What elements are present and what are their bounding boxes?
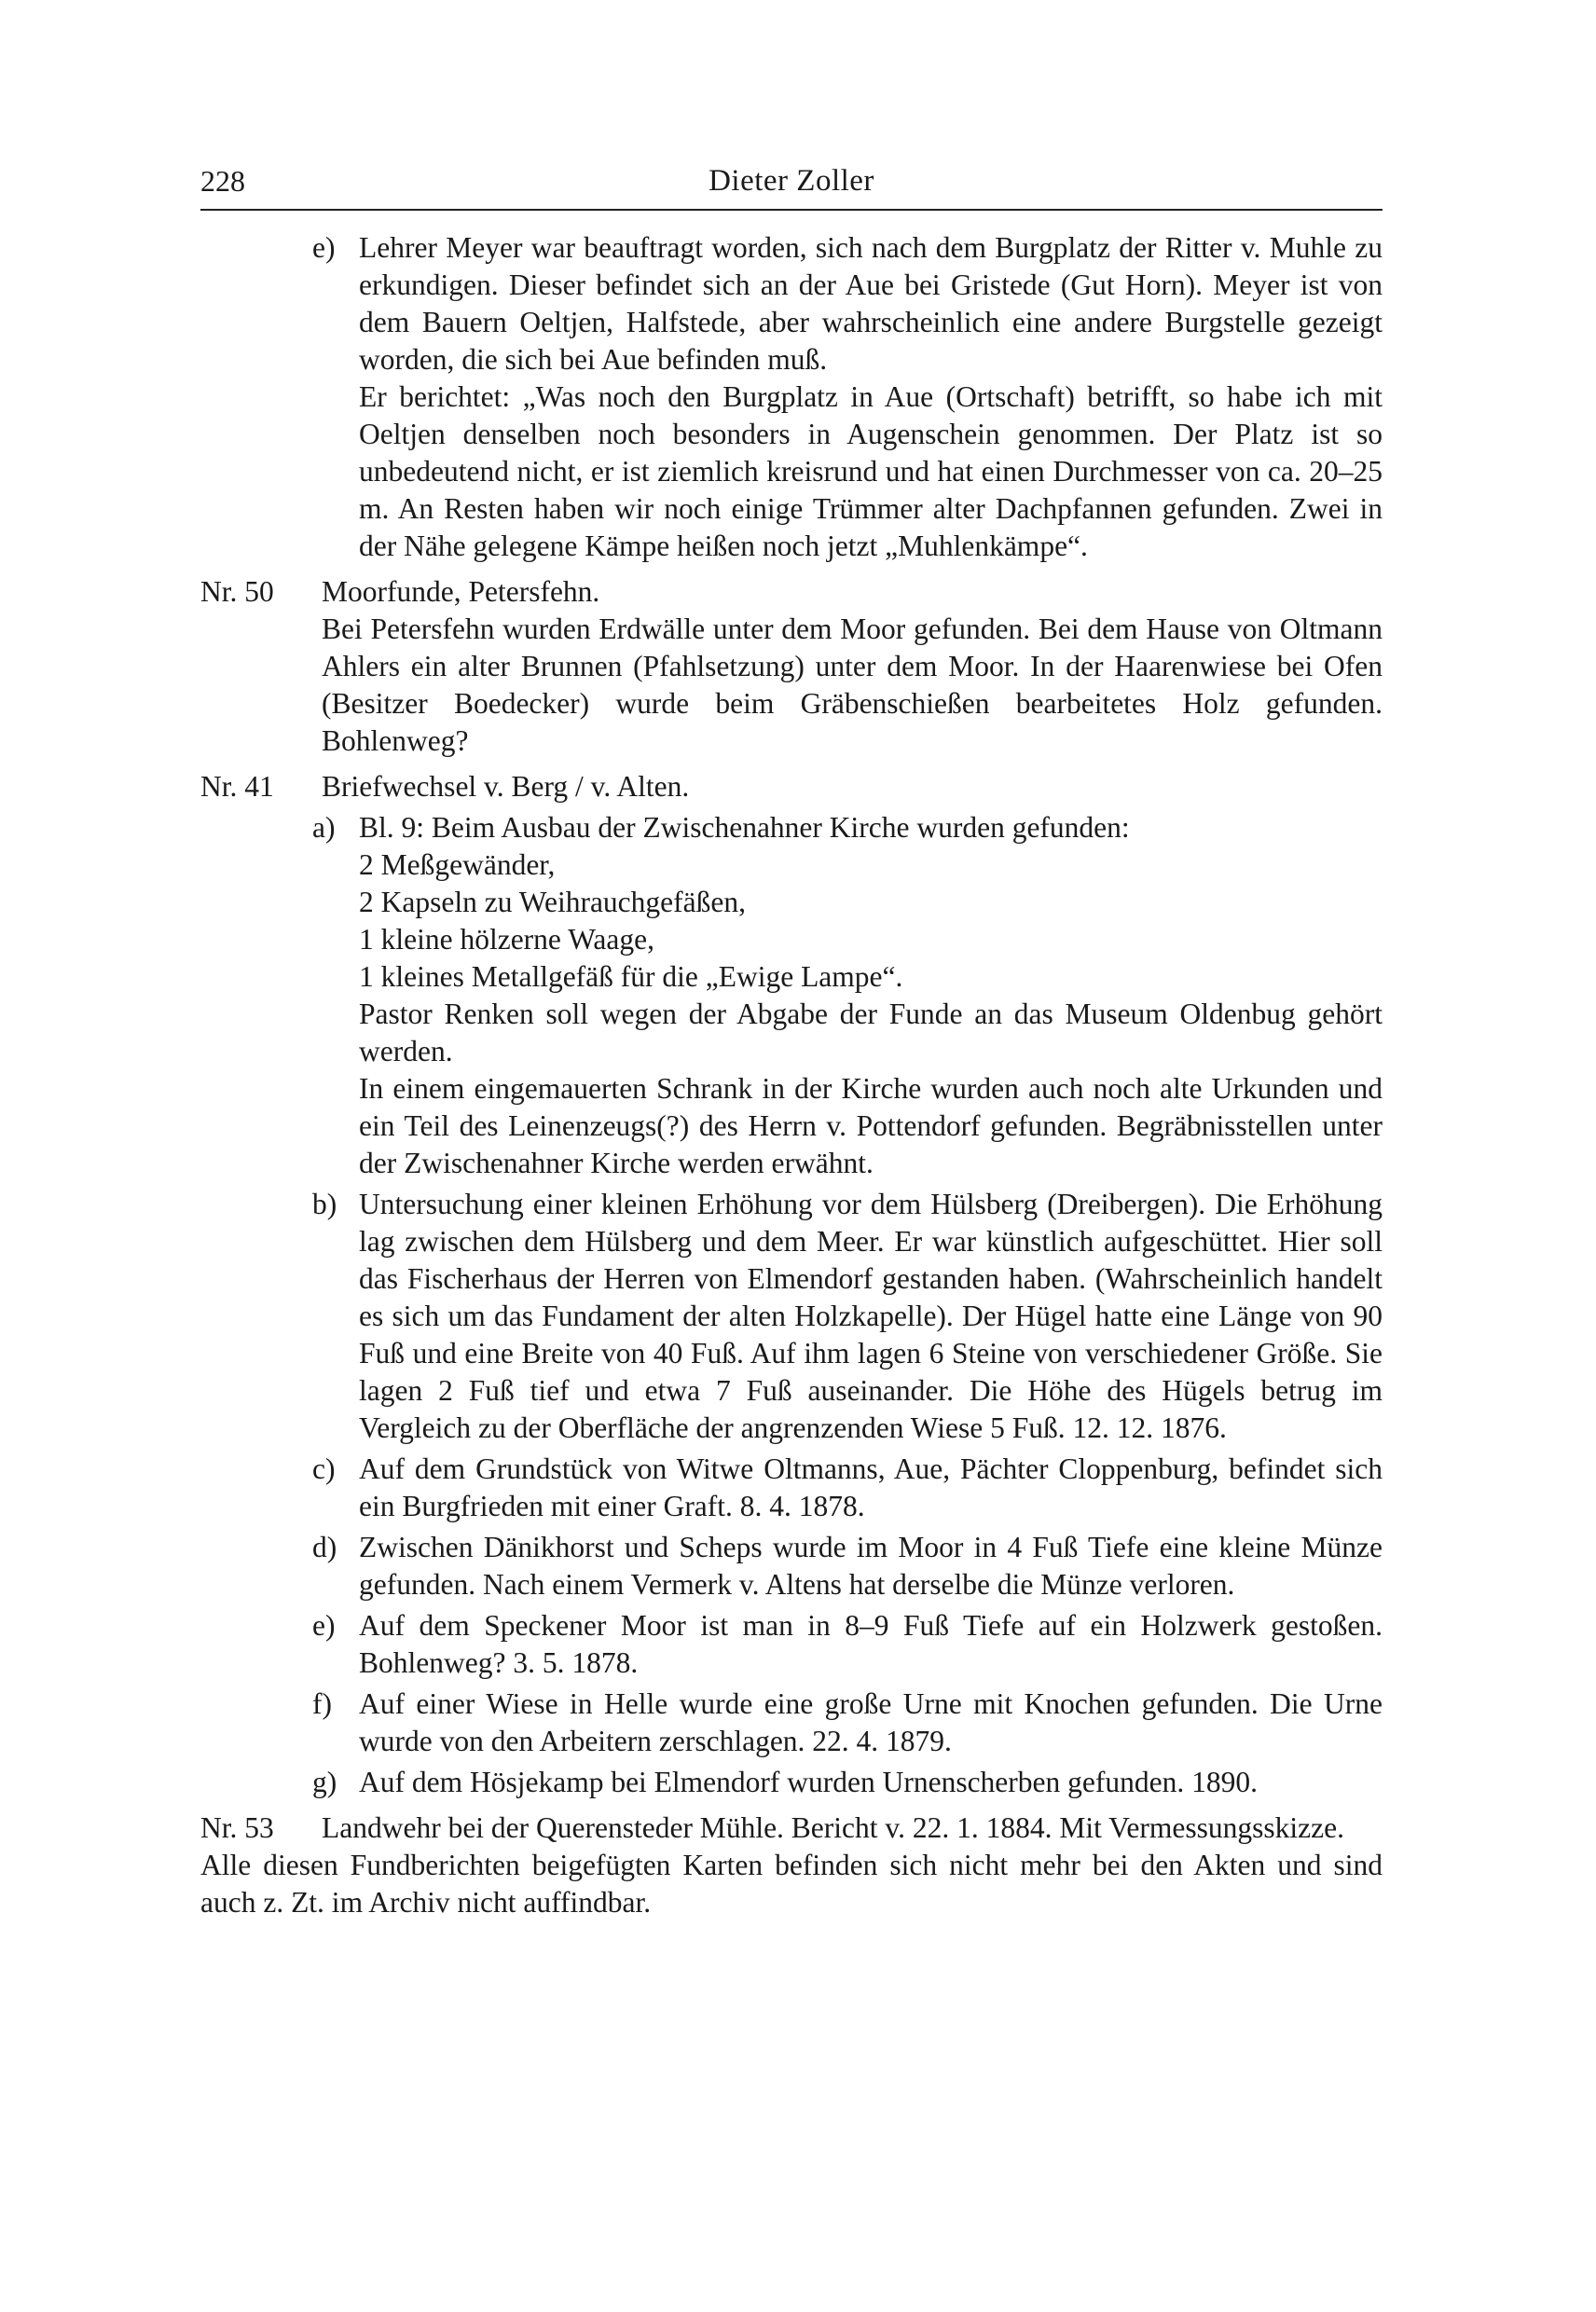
line: Pastor Renken soll wegen der Abgabe der Funde an das Museum Oldenbug gehört werden. [359, 998, 1383, 1067]
entry-nr-41 [200, 768, 1383, 805]
sub-item-c [312, 1451, 1383, 1525]
entry-title: Moorfunde, Petersfehn. [322, 575, 600, 608]
item-label: c) [312, 1452, 336, 1485]
entry-nr-50 [200, 573, 1383, 760]
running-head: Dieter Zoller [709, 164, 874, 198]
item-body: Untersuchung einer kleinen Erhöhung vor dem Hülsberg (Dreibergen). Die Erhöhung lag zwischen dem Hülsberg und dem Meer. Er war künstlich aufgeschüttet. Hier soll das Fischerhaus der Herren von Elmendorf gestanden haben. (Wahrscheinlich handelt es sich um das Fundament der alten Holzkapelle). Der Hügel hatte eine Länge von 90 Fuß und eine Breite von 40 Fuß. Auf ihm lagen 6 Steine von verschiedener Größe. Sie lagen 2 Fuß tief und etwa 7 Fuß auseinander. Die Höhe des Hügels betrug im Vergleich zu der Oberfläche der angrenzenden Wiese 5 Fuß. 12. 12. 1876. [359, 1188, 1383, 1444]
sub-item-d [312, 1529, 1383, 1603]
entry-nr-53 [200, 1810, 1383, 1847]
sub-item-e [312, 1607, 1383, 1682]
paragraph: Er berichtet: „Was noch den Burgplatz in Aue (Ortschaft) betrifft, so habe ich mit Oeltjen denselben noch besonders in Augenschein genommen. Der Platz ist so unbedeutend nicht, er ist ziemlich kreisrund und hat einen Durchmesser von ca. 20–25 m. An Resten haben wir noch einige Trümmer alter Dachpfannen gefunden. Zwei in der Nähe gelegene Kämpe heißen noch jetzt „Muhlenkämpe“. [359, 380, 1383, 562]
line: 2 Meßgewänder, [359, 848, 556, 881]
paragraph: Bei Petersfehn wurden Erdwälle unter dem Moor gefunden. Bei dem Hause von Oltmann Ahlers ein alter Brunnen (Pfahlsetzung) unter dem Moor. In der Haarenwiese bei Ofen (Besitzer Boedecker) wurde beim Gräbenschießen bearbeitetes Holz gefunden. Bohlenweg? [322, 612, 1383, 757]
item-body [359, 229, 1383, 565]
entry-body: Landwehr bei der Querensteder Mühle. Bericht v. 22. 1. 1884. Mit Vermessungsskizze. [322, 1811, 1344, 1844]
paragraph: Lehrer Meyer war beauftragt worden, sich nach dem Burgplatz der Ritter v. Muhle zu erkundigen. Dieser befindet sich an der Aue bei Gristede (Gut Horn). Meyer ist von dem Bauern Oeltjen, Halfstede, aber wahrscheinlich eine andere Burgstelle gezeigt worden, die sich bei Aue befinden muß. [359, 231, 1383, 376]
item-label: a) [312, 811, 336, 844]
sub-item-b [312, 1186, 1383, 1447]
item-label: e) [312, 231, 336, 264]
entry-title: Briefwechsel v. Berg / v. Alten. [322, 770, 690, 803]
page-content [200, 229, 1383, 1921]
sub-item-g [312, 1764, 1383, 1801]
sub-item-a [312, 809, 1383, 1182]
line: 1 kleine hölzerne Waage, [359, 923, 654, 956]
sub-item-f [312, 1686, 1383, 1760]
page-header [200, 158, 1383, 211]
item-body [359, 809, 1383, 1182]
document-page [200, 158, 1383, 1921]
entry-e-top [312, 229, 1383, 565]
line: 2 Kapseln zu Weihrauchgefäßen, [359, 886, 746, 918]
line: 1 kleines Metallgefäß für die „Ewige Lampe“. [359, 960, 903, 993]
item-body: Auf dem Grundstück von Witwe Oltmanns, Aue, Pächter Cloppenburg, befindet sich ein Burgfrieden mit einer Graft. 8. 4. 1878. [359, 1452, 1383, 1522]
item-label: b) [312, 1188, 337, 1220]
line: Bl. 9: Beim Ausbau der Zwischenahner Kirche wurden gefunden: [359, 811, 1130, 844]
item-label: d) [312, 1531, 337, 1563]
entry-body [322, 768, 1383, 805]
entry-number: Nr. 41 [200, 770, 274, 803]
item-label: e) [312, 1609, 336, 1642]
item-body: Auf dem Speckener Moor ist man in 8–9 Fuß Tiefe auf ein Holzwerk gestoßen. Bohlenweg? 3. 5. 1878. [359, 1609, 1383, 1679]
line: In einem eingemauerten Schrank in der Kirche wurden auch noch alte Urkunden und ein Teil des Leinenzeugs(?) des Herrn v. Pottendorf gefunden. Begräbnisstellen unter der Zwischenahner Kirche werden erwähnt. [359, 1072, 1383, 1179]
item-label: f) [312, 1687, 332, 1720]
closing-paragraph: Alle diesen Fundberichten beigefügten Karten befinden sich nicht mehr bei den Akten und sind auch z. Zt. im Archiv nicht auffindbar. [200, 1849, 1383, 1919]
entry-number: Nr. 50 [200, 575, 274, 608]
entry-number: Nr. 53 [200, 1811, 274, 1844]
item-body: Zwischen Dänikhorst und Scheps wurde im Moor in 4 Fuß Tiefe eine kleine Münze gefunden. Nach einem Vermerk v. Altens hat derselbe die Münze verloren. [359, 1531, 1383, 1601]
item-body: Auf dem Hösjekamp bei Elmendorf wurden Urnenscherben gefunden. 1890. [359, 1766, 1258, 1798]
item-label: g) [312, 1766, 337, 1798]
entry-body [322, 573, 1383, 760]
page-number: 228 [200, 164, 245, 198]
item-body: Auf einer Wiese in Helle wurde eine große Urne mit Knochen gefunden. Die Urne wurde von den Arbeitern zerschlagen. 22. 4. 1879. [359, 1687, 1383, 1757]
